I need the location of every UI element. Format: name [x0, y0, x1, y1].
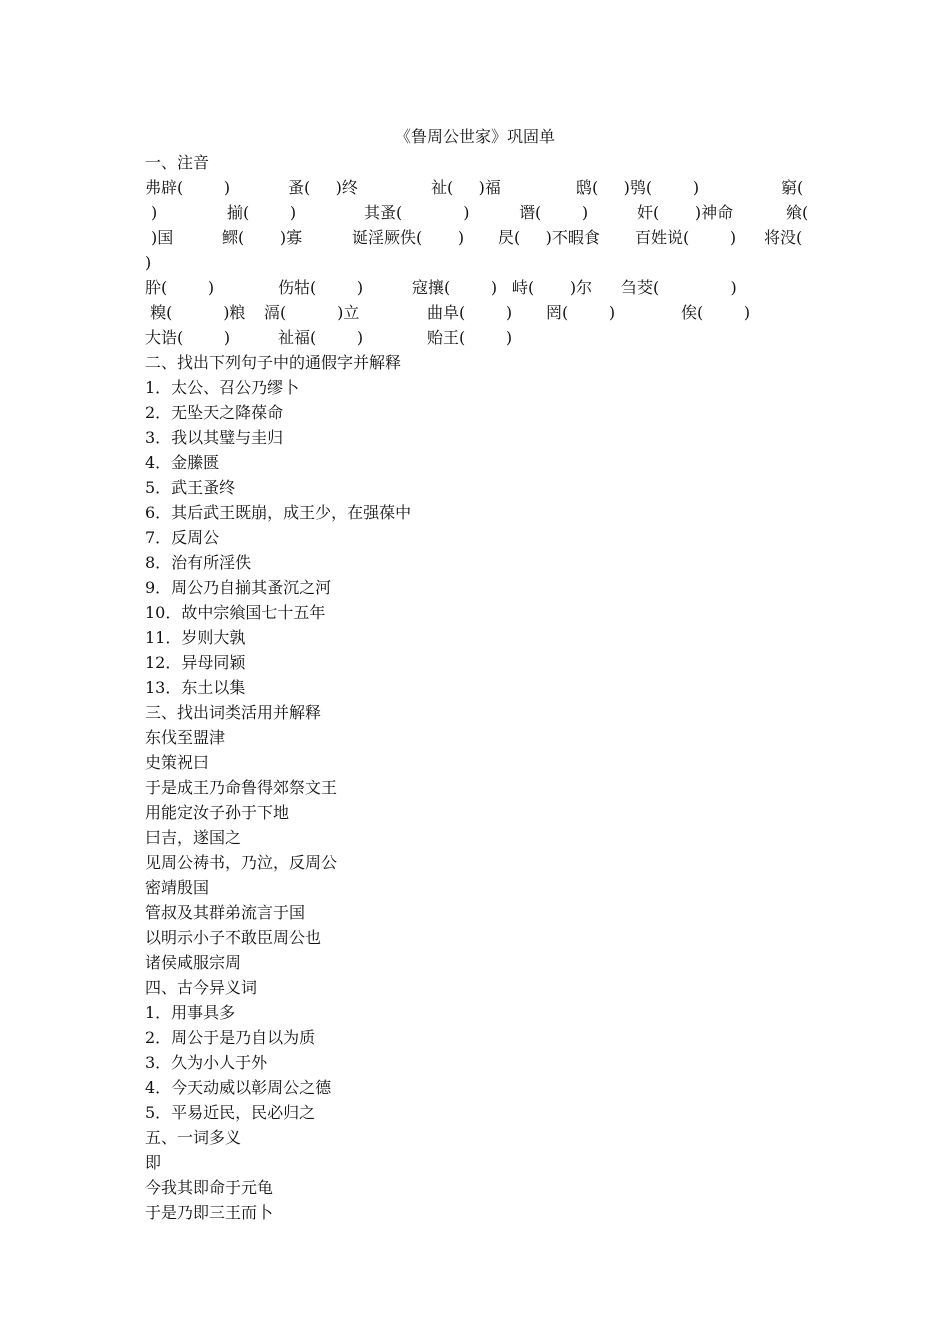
list-item: 今我其即命于元龟: [145, 1178, 274, 1197]
pinyin-item: 飨(: [786, 203, 809, 222]
pinyin-row: [145, 225, 810, 250]
list-item: 7．反周公: [145, 528, 220, 547]
list-item: 即: [145, 1153, 162, 1172]
list-item: 13．东土以集: [145, 678, 246, 697]
pinyin-item: 百姓说( ): [635, 228, 737, 247]
pinyin-item: 鸱( )鸮( ): [576, 178, 700, 197]
pinyin-row: [145, 275, 810, 300]
pinyin-item: 滆( )立: [264, 303, 360, 322]
document-title: 《鲁周公世家》巩固单: [394, 127, 555, 146]
list-item: 史策祝曰: [145, 753, 210, 772]
list-item: 东伐至盟津: [145, 728, 226, 747]
list-item: 密靖殷国: [145, 878, 210, 897]
pinyin-item: 刍茭( ): [621, 278, 737, 297]
pinyin-item: 诞淫厥佚( ): [352, 228, 465, 247]
document-body: [145, 150, 810, 1225]
section-heading: 三、找出词类活用并解释: [145, 703, 322, 722]
pinyin-item: 曲阜( ): [427, 303, 513, 322]
pinyin-item: 昃( )不暇食: [498, 228, 600, 247]
list-item: 9．周公乃自揃其蚤沉之河: [145, 578, 332, 597]
section-heading: 一、注音: [145, 153, 210, 172]
section-heading: 五、一词多义: [145, 1128, 242, 1147]
pinyin-item: 糗( )粮: [145, 303, 246, 322]
section-heading: 二、找出下列句子中的通假字并解释: [145, 353, 402, 372]
pinyin-item: 贻王( ): [427, 328, 513, 347]
list-item: 诸侯咸服宗周: [145, 953, 242, 972]
pinyin-item: )国: [151, 228, 174, 247]
pinyin-row: [145, 325, 810, 350]
list-item: 4．金縢匮: [145, 453, 220, 472]
list-item: 4．今天动威以彰周公之德: [145, 1078, 332, 1097]
pinyin-row: [145, 300, 810, 325]
list-item: 5．平易近民，民必归之: [145, 1103, 316, 1122]
list-item: 用能定汝子孙于下地: [145, 803, 290, 822]
pinyin-item: ): [145, 253, 152, 272]
pinyin-item: 伤牯( ): [278, 278, 364, 297]
pinyin-item: 肸( ): [145, 278, 215, 297]
list-item: 于是乃即三王而卜: [145, 1203, 274, 1222]
pinyin-item: 寇攘( ): [412, 278, 498, 297]
pinyin-item: 弗辟( ): [145, 178, 231, 197]
list-item: 3．久为小人于外: [145, 1053, 268, 1072]
list-item: 8．治有所淫佚: [145, 553, 252, 572]
pinyin-item: 奸( )神命: [637, 203, 734, 222]
pinyin-item: ): [151, 203, 158, 222]
pinyin-item: 窮(: [781, 178, 804, 197]
pinyin-item: 鳏( )寡: [222, 228, 303, 247]
list-item: 3．我以其璧与圭归: [145, 428, 284, 447]
pinyin-item: 俟( ): [681, 303, 751, 322]
pinyin-item: 祉( )福: [431, 178, 501, 197]
section-heading: 四、古今异义词: [145, 978, 258, 997]
pinyin-item: 祉福( ): [278, 328, 364, 347]
list-item: 11．岁则大孰: [145, 628, 246, 647]
pinyin-item: 蚤( )终: [288, 178, 358, 197]
list-item: 见周公祷书，乃泣，反周公: [145, 853, 338, 872]
pinyin-item: 将没(: [764, 228, 803, 247]
list-item: 曰吉，遂国之: [145, 828, 242, 847]
pinyin-item: 揃( ): [227, 203, 297, 222]
pinyin-item: 其蚤( ): [364, 203, 470, 222]
list-item: 1．用事具多: [145, 1003, 236, 1022]
list-item: 2．无坠天之降葆命: [145, 403, 284, 422]
pinyin-row: [145, 175, 810, 200]
list-item: 管叔及其群弟流言于国: [145, 903, 306, 922]
list-item: 于是成王乃命鲁得郊祭文王: [145, 778, 338, 797]
list-item: 以明示小子不敢臣周公也: [145, 928, 322, 947]
pinyin-item: 罔( ): [546, 303, 616, 322]
pinyin-row: [145, 200, 810, 225]
pinyin-row: [145, 250, 810, 275]
list-item: 2．周公于是乃自以为质: [145, 1028, 316, 1047]
pinyin-item: 大诰( ): [145, 328, 231, 347]
list-item: 1．太公、召公乃缪卜: [145, 378, 300, 397]
list-item: 10．故中宗飨国七十五年: [145, 603, 326, 622]
list-item: 6．其后武王既崩，成王少，在强葆中: [145, 503, 412, 522]
list-item: 5．武王蚤终: [145, 478, 236, 497]
pinyin-item: 峙( )尔: [512, 278, 593, 297]
pinyin-item: 谮( ): [519, 203, 589, 222]
list-item: 12．异母同颖: [145, 653, 246, 672]
